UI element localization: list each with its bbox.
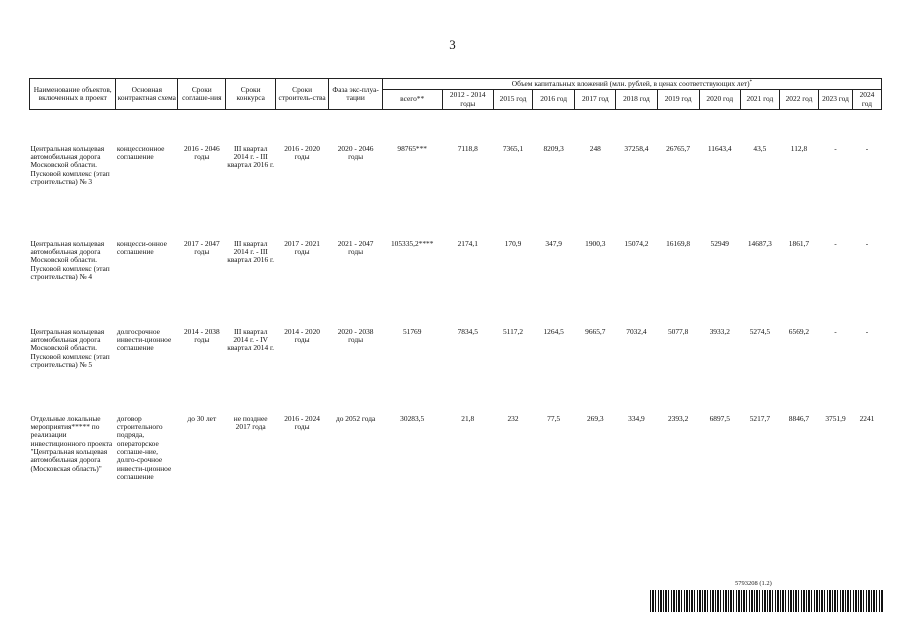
cell-operation: 2021 - 2047 годы	[337, 238, 374, 257]
header-year: 2012 - 2014 годы	[442, 90, 493, 110]
cell-operation: до 2052 года	[335, 413, 376, 423]
cell-year: 5217,7	[749, 413, 771, 423]
cell-construction: 2017 - 2021 годы	[284, 238, 320, 257]
cell-construction: 2016 - 2020 годы	[284, 143, 320, 162]
table-row	[30, 415, 882, 545]
spacer-cell	[30, 109, 882, 145]
cell-year: 170,9	[504, 238, 522, 248]
cell-year: 347,9	[545, 238, 562, 248]
cell-total: 30283,5	[400, 413, 425, 423]
cell-year: 2241	[859, 413, 875, 423]
cell-year: 3933,2	[709, 326, 730, 336]
header-year: 2024 год	[852, 90, 881, 110]
header-year: 2016 год	[533, 90, 575, 110]
header-scheme: Основная контрактная схема	[116, 79, 178, 110]
cell-contest: III квартал 2014 г. - IV квартал 2014 г.	[227, 326, 275, 353]
header-contest: Сроки конкурса	[226, 79, 275, 110]
cell-year: 7032,4	[626, 326, 647, 336]
header-year: 2020 год	[699, 90, 740, 110]
spacer-row	[30, 109, 882, 145]
cell-year: 7118,8	[457, 143, 478, 153]
page-number: 3	[449, 37, 456, 52]
cell-year: 43,5	[753, 143, 767, 153]
cell-scheme: договор строительного подряда, операторское соглаше-ние, долго-срочное инвести-ционное соглашение	[116, 413, 172, 481]
header-year: 2018 год	[616, 90, 657, 110]
header-year: 2019 год	[657, 90, 699, 110]
cell-year: -	[834, 143, 837, 153]
table-row	[30, 145, 882, 240]
cell-name: Центральная кольцевая автомобильная дорога Московской области. Пусковой комплекс (этап строительства) № 3	[30, 143, 110, 186]
cell-year: 5274,5	[749, 326, 771, 336]
cell-contest: не позднее 2017 года	[233, 413, 268, 432]
cell-year: 7834,5	[457, 326, 478, 336]
cell-year: -	[865, 143, 869, 153]
cell-name: Центральная кольцевая автомобильная дорога Московской области. Пусковой комплекс (этап строительства) № 4	[30, 238, 110, 281]
header-year: 2015 год	[493, 90, 532, 110]
cell-year: 8846,7	[788, 413, 810, 423]
header-agreement: Сроки соглаше-ния	[178, 79, 226, 110]
cell-agreement: до 30 лет	[187, 413, 217, 423]
barcode-icon	[650, 590, 883, 612]
cell-year: 1900,3	[585, 238, 606, 248]
table-row	[30, 240, 882, 328]
header-operation: Фаза экс-плуа-тации	[329, 79, 383, 110]
cell-total: 98765***	[397, 143, 427, 153]
header-year: 2017 год	[575, 90, 616, 110]
cell-year: 3751,9	[825, 413, 846, 423]
cell-year: 1264,5	[543, 326, 564, 336]
cell-contest: III квартал 2014 г. - III квартал 2016 г.	[227, 143, 275, 170]
cell-year: 269,3	[586, 413, 604, 423]
barcode-number: 5793208 (1.2)	[735, 580, 772, 587]
cell-scheme: концессионное соглашение	[116, 143, 165, 162]
cell-year: -	[834, 326, 837, 336]
cell-agreement: 2017 - 2047 годы	[183, 238, 220, 257]
cell-year: 21,8	[461, 413, 475, 423]
cell-year: -	[865, 238, 869, 248]
cell-agreement: 2014 - 2038 годы	[183, 326, 220, 345]
header-year: 2022 год	[779, 90, 818, 110]
cell-operation: 2020 - 2038 годы	[337, 326, 374, 345]
cell-year: 1861,7	[788, 238, 810, 248]
cell-year: 7365,1	[502, 143, 524, 153]
cell-year: -	[865, 326, 869, 336]
cell-year: 334,9	[628, 413, 645, 423]
cell-year: 14687,3	[747, 238, 772, 248]
cell-scheme: концесси-онное соглашение	[116, 238, 167, 257]
cell-year: 16169,8	[666, 238, 691, 248]
header-construction: Сроки строитель-ства	[275, 79, 329, 110]
cell-year: 6897,5	[709, 413, 730, 423]
capital-investment-table	[29, 78, 882, 545]
cell-construction: 2016 - 2024 годы	[284, 413, 320, 432]
header-volume-sup: *	[749, 80, 753, 85]
cell-year: 26765,7	[666, 143, 691, 153]
cell-year: 77,5	[547, 413, 561, 423]
header-row-1	[30, 79, 882, 90]
cell-year: 8209,3	[543, 143, 564, 153]
cell-operation: 2020 - 2046 годы	[337, 143, 374, 162]
cell-scheme: долгосрочное инвести-ционное соглашение	[116, 326, 172, 353]
cell-year: 6569,2	[788, 326, 810, 336]
cell-contest: III квартал 2014 г. - III квартал 2016 г.	[227, 238, 275, 265]
cell-year: 5077,8	[667, 326, 689, 336]
cell-year: 112,8	[790, 143, 808, 153]
cell-year: 15074,2	[624, 238, 649, 248]
header-total: всего**	[382, 90, 442, 110]
cell-year: 52949	[710, 238, 729, 248]
cell-year: 9665,7	[585, 326, 606, 336]
header-year: 2021 год	[740, 90, 779, 110]
cell-name: Отдельные локальные мероприятия***** по реализации инвестиционного проекта "Центральная кольцевая автомобильная дорога (Московская область)"	[30, 413, 113, 473]
header-volume	[382, 79, 881, 90]
cell-year: 5117,2	[502, 326, 524, 336]
cell-year: 11643,4	[707, 143, 732, 153]
cell-construction: 2014 - 2020 годы	[284, 326, 320, 345]
header-year: 2023 год	[819, 90, 853, 110]
header-name: Наименование объектов, включенных в проект	[30, 79, 116, 110]
header-volume-text: Объем капитальных вложений (млн. рублей, в ценах соответствующих лет)	[511, 79, 750, 88]
cell-year: 248	[589, 143, 601, 153]
cell-year: 37258,4	[624, 143, 649, 153]
cell-year: 2174,1	[457, 238, 478, 248]
cell-year: -	[834, 238, 837, 248]
cell-name: Центральная кольцевая автомобильная дорога Московской области. Пусковой комплекс (этап строительства) № 5	[30, 326, 110, 369]
cell-total: 51769	[402, 326, 422, 336]
cell-total: 105335,2****	[390, 238, 434, 248]
table-row	[30, 328, 882, 415]
cell-agreement: 2016 - 2046 годы	[183, 143, 220, 162]
cell-year: 232	[507, 413, 519, 423]
cell-year: 2393,2	[667, 413, 689, 423]
